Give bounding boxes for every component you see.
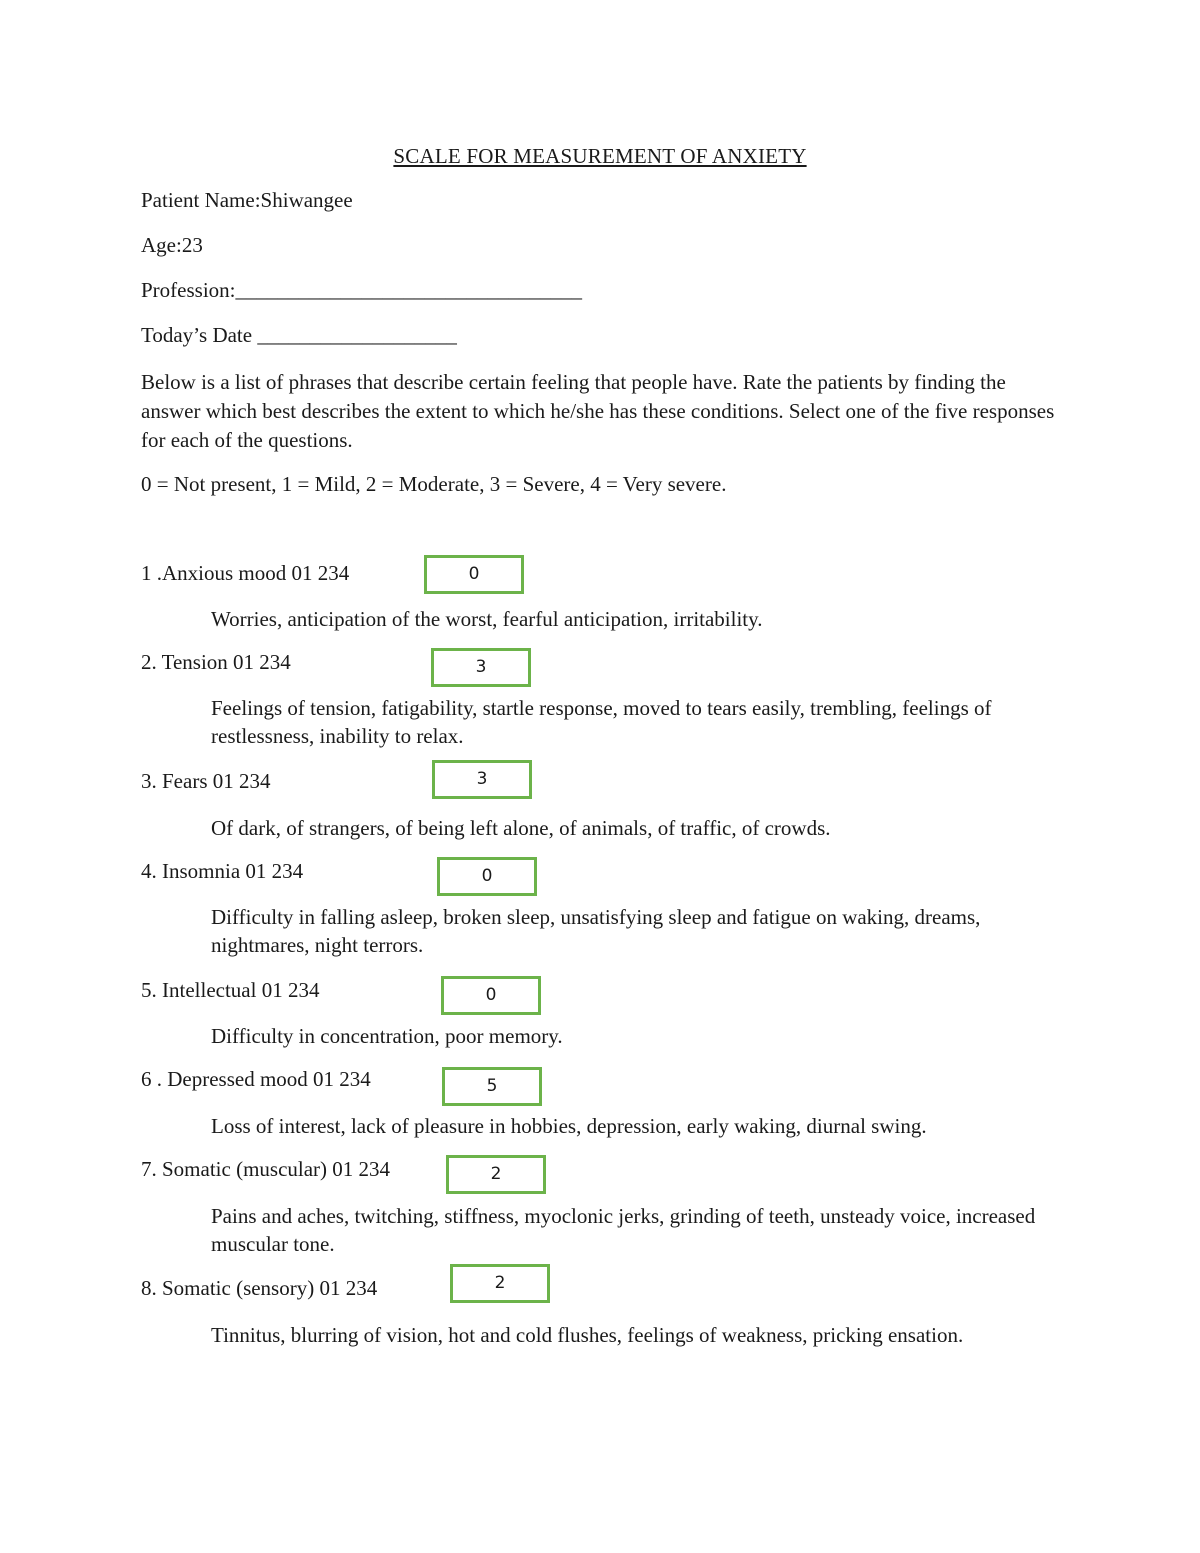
todays-date: Today’s Date ___________________ (141, 323, 457, 347)
item-description: Tinnitus, blurring of vision, hot and cold flushes, feelings of weakness, pricking ensation. (211, 1323, 964, 1347)
patient-profession: Profession:_________________________________ (141, 278, 582, 302)
item-label: 8. Somatic (sensory) 01 234 (141, 1276, 378, 1300)
score-box[interactable]: 2 (446, 1155, 546, 1194)
instructions: Below is a list of phrases that describe certain feeling that people have. Rate the patients by finding the answer which best describes the extent to which he/she has these conditions. Select one of the five responses for each of the questions. (141, 370, 1055, 452)
item-label: 5. Intellectual 01 234 (141, 978, 320, 1002)
score-box[interactable]: 5 (442, 1067, 542, 1106)
item-label: 7. Somatic (muscular) 01 234 (141, 1157, 391, 1181)
page-title: SCALE FOR MEASUREMENT OF ANXIETY (393, 144, 807, 168)
item-description: Of dark, of strangers, of being left alone, of animals, of traffic, of crowds. (211, 816, 831, 840)
item-label: 1 .Anxious mood 01 234 (141, 561, 350, 585)
patient-age: Age:23 (141, 233, 203, 257)
item-description: Pains and aches, twitching, stiffness, myoclonic jerks, grinding of teeth, unsteady voice, increased muscular tone. (211, 1204, 1036, 1256)
item-description: Feelings of tension, fatigability, startle response, moved to tears easily, trembling, feelings of restlessness, inability to relax. (211, 696, 992, 748)
item-description: Difficulty in concentration, poor memory. (211, 1024, 563, 1048)
score-box[interactable]: 3 (432, 760, 532, 799)
item-label: 6 . Depressed mood 01 234 (141, 1067, 371, 1091)
score-box[interactable]: 0 (441, 976, 541, 1015)
item-description: Loss of interest, lack of pleasure in hobbies, depression, early waking, diurnal swing. (211, 1114, 927, 1138)
item-label: 3. Fears 01 234 (141, 769, 271, 793)
patient-name: Patient Name:Shiwangee (141, 188, 353, 212)
item-label: 2. Tension 01 234 (141, 650, 291, 674)
scale-legend: 0 = Not present, 1 = Mild, 2 = Moderate, 3 = Severe, 4 = Very severe. (141, 472, 727, 496)
score-box[interactable]: 3 (431, 648, 531, 687)
score-box[interactable]: 0 (424, 555, 524, 594)
item-label: 4. Insomnia 01 234 (141, 859, 304, 883)
item-description: Difficulty in falling asleep, broken sleep, unsatisfying sleep and fatigue on waking, dreams, nightmares, night terrors. (211, 905, 981, 957)
item-description: Worries, anticipation of the worst, fearful anticipation, irritability. (211, 607, 763, 631)
score-box[interactable]: 2 (450, 1264, 550, 1303)
score-box[interactable]: 0 (437, 857, 537, 896)
